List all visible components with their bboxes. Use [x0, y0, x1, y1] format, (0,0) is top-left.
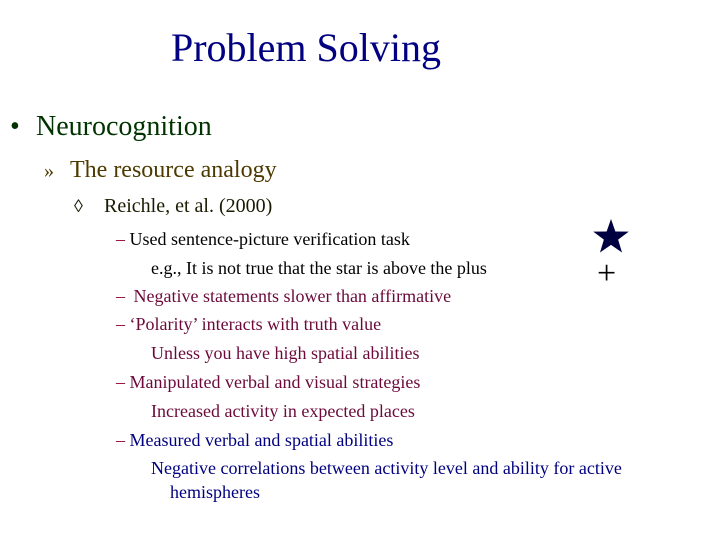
detail-line-9: Negative correlations between activity level and ability for active: [151, 458, 622, 478]
level3-item: [74, 193, 272, 219]
dash-marker: –: [116, 372, 125, 392]
detail-line-4: [116, 313, 381, 335]
detail-line-8: [116, 429, 393, 451]
detail-text: Manipulated verbal and visual strategies: [129, 372, 421, 392]
level3-text: Reichle, et al. (2000): [104, 195, 273, 217]
double-chevron-icon: »: [44, 160, 54, 182]
dash-marker: –: [116, 314, 125, 334]
detail-text: Measured verbal and spatial abilities: [129, 430, 394, 450]
detail-line-1: [116, 228, 410, 250]
plus-icon: +: [597, 255, 617, 292]
detail-line-6: [116, 371, 420, 393]
detail-text: Used sentence-picture verification task: [129, 229, 410, 249]
diamond-icon: ◊: [74, 196, 83, 216]
slide-title: Problem Solving: [170, 25, 442, 70]
dash-marker: –: [116, 430, 125, 450]
bullet-icon: •: [10, 111, 20, 142]
level2-text: The resource analogy: [70, 157, 277, 183]
level1-text: Neurocognition: [36, 111, 212, 142]
detail-text: Negative statements slower than affirmative: [133, 286, 452, 306]
level2-item: [44, 155, 277, 186]
detail-line-7: Increased activity in expected places: [151, 401, 415, 421]
detail-line-3: [116, 285, 451, 307]
dash-marker: –: [116, 286, 125, 306]
detail-text: ‘Polarity’ interacts with truth value: [129, 314, 382, 334]
star-icon: [592, 218, 630, 256]
dash-marker: –: [116, 229, 125, 249]
detail-line-5: Unless you have high spatial abilities: [151, 343, 420, 363]
level1-item: [10, 111, 212, 143]
detail-line-10: hemispheres: [170, 482, 260, 502]
detail-line-2: e.g., It is not true that the star is above the plus: [151, 258, 487, 278]
